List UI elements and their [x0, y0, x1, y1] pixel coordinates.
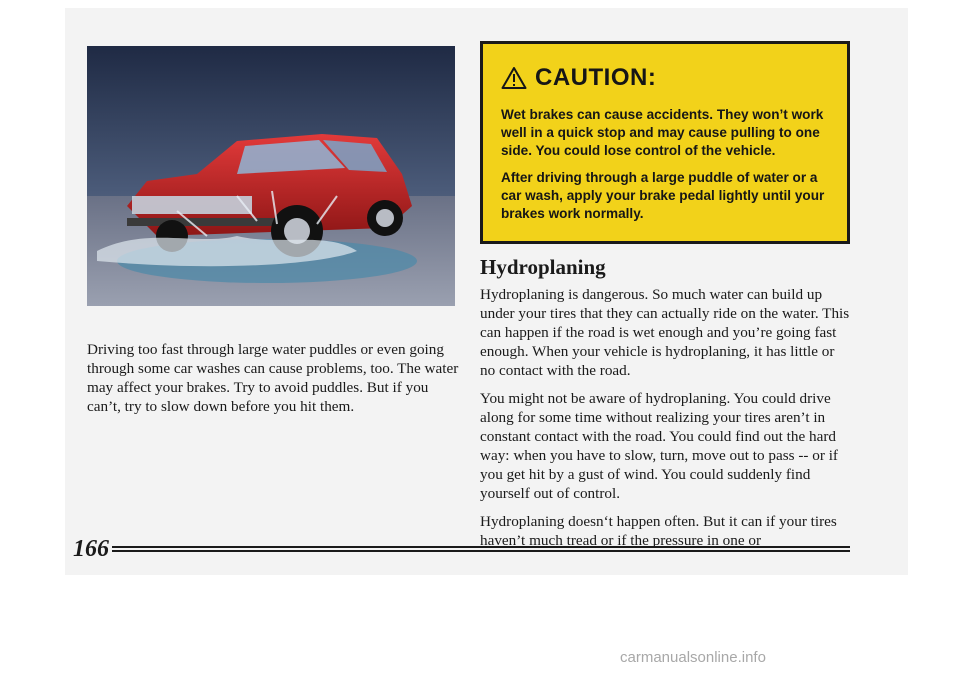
caution-box [480, 41, 850, 244]
puddle-warning-paragraph: Driving too fast through large water puddles or even going through some car washes can cause problems, too. The water may affect your brakes. Try to avoid puddles. But if you can’t, try to slow down before you hit them. [87, 341, 459, 415]
section-heading: Hydroplaning [480, 255, 606, 279]
caution-title: CAUTION: [535, 64, 657, 91]
body-paragraph: Hydroplaning is dangerous. So much water can build up under your tires that they can actually ride on the water. This can happen if the road is wet enough and you’re going fast enough. When your vehicle is hydroplaning, it has little or no contact with the road. [480, 286, 850, 379]
body-paragraph: Hydroplaning doesn‘t happen often. But it can if your tires haven’t much tread or if the pressure in one or [480, 513, 837, 549]
caution-header [501, 64, 831, 92]
warning-triangle-icon [501, 66, 527, 90]
body-paragraph: You might not be aware of hydroplaning. You could drive along for some time without realizing your tires aren’t in constant contact with the road. You could find out the hard way: when you have to slow, turn, move out to pass -- or if you get hit by a gust of wind. You could suddenly find yourself out of control. [480, 390, 838, 502]
caution-paragraph: After driving through a large puddle of water or a car wash, apply your brake pedal lightly until your brakes work normally. [501, 170, 825, 221]
footer-rule [112, 546, 850, 552]
caution-paragraph: Wet brakes can cause accidents. They won’t work well in a quick stop and may cause pulling to one side. You could lose control of the vehicle. [501, 107, 824, 158]
watermark: carmanualsonline.info [620, 649, 766, 666]
page-number: 166 [73, 536, 109, 562]
car-splashing-puddle-illustration [87, 46, 455, 306]
hydroplaning-body [480, 285, 852, 559]
